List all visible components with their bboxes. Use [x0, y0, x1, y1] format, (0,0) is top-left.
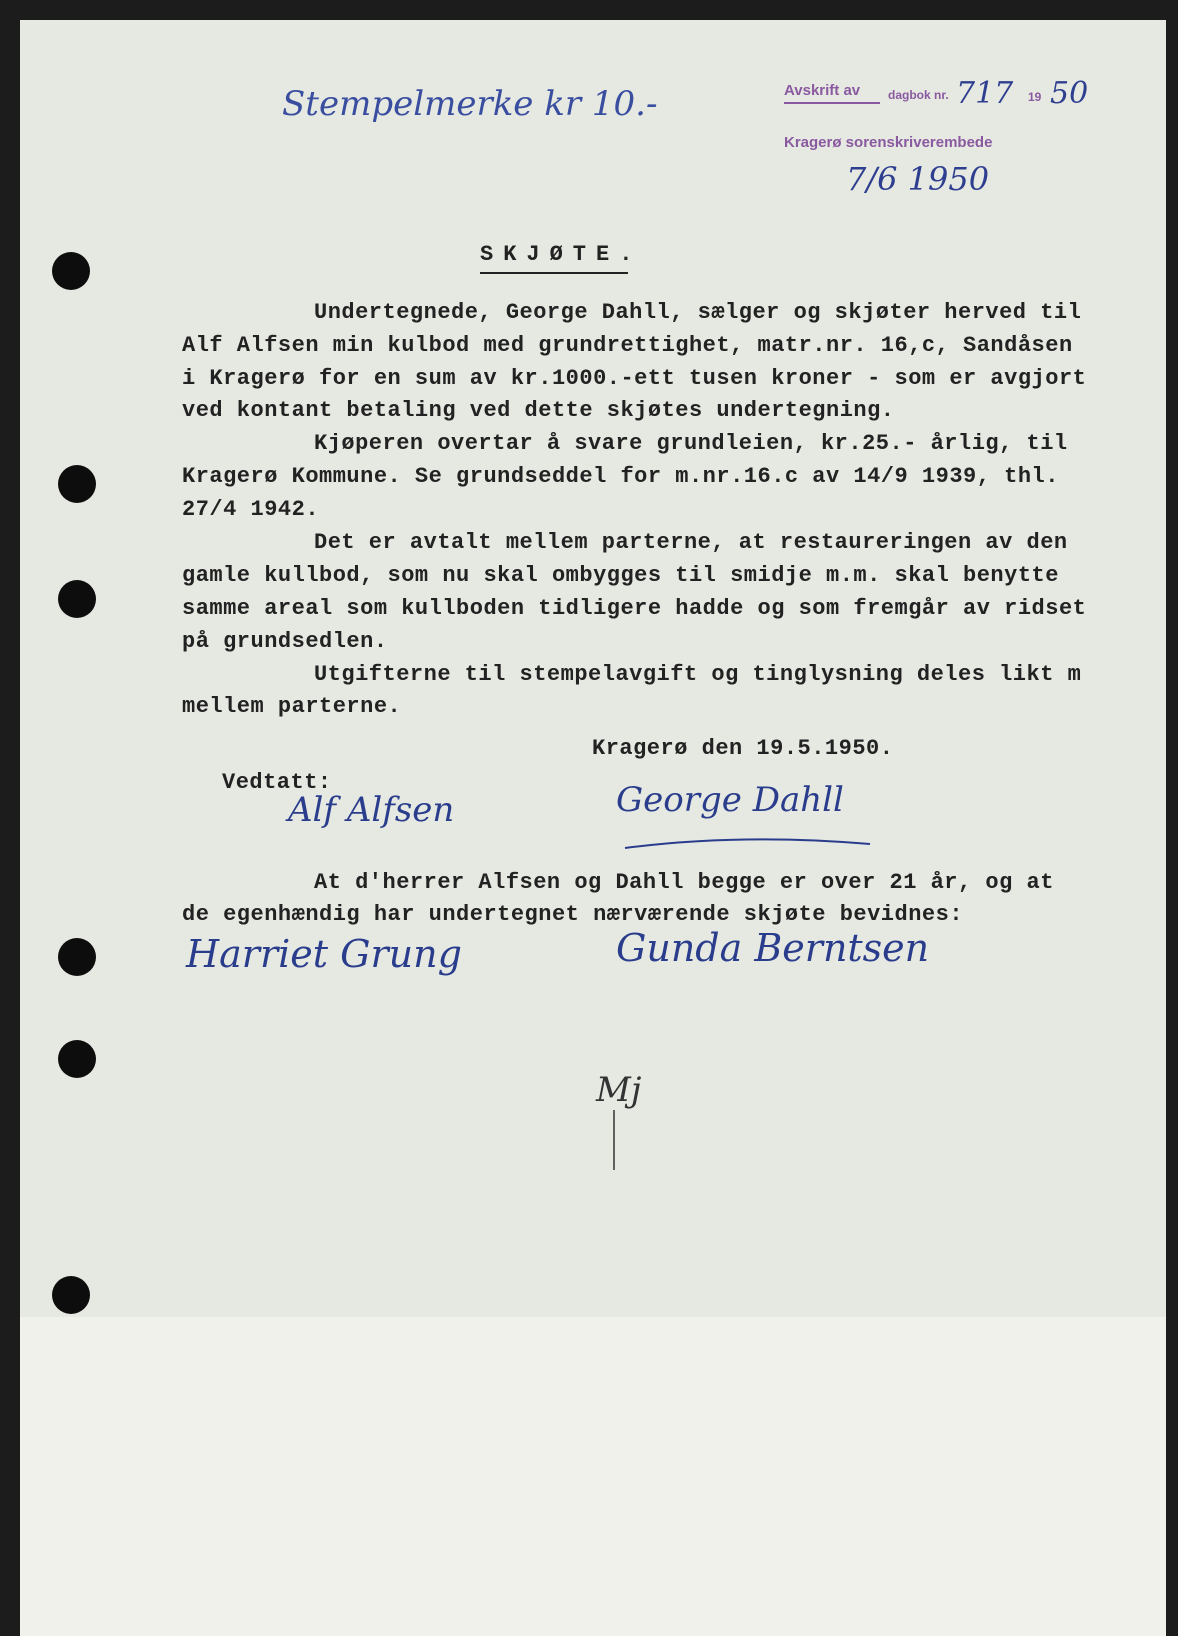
punch-hole: [58, 580, 96, 618]
punch-hole: [58, 938, 96, 976]
witness-1-signature: Harriet Grung: [186, 932, 462, 976]
buyer-signature: Alf Alfsen: [288, 790, 455, 830]
initials-mark: Mj: [596, 1070, 642, 1110]
stamp-prefix: Avskrift av: [784, 82, 861, 99]
body-line: Utgifterne til stempelavgift og tinglysning deles likt m: [314, 662, 1082, 687]
stamp-office: Kragerø sorenskriverembede: [784, 134, 993, 151]
title-underline: [480, 272, 628, 274]
witness-line: At d'herrer Alfsen og Dahll begge er over 21 år, og at: [314, 870, 1054, 895]
body-line: i Kragerø for en sum av kr.1000.-ett tusen kroner - som er avgjort: [182, 366, 1087, 391]
place-date: Kragerø den 19.5.1950.: [592, 736, 894, 761]
punch-hole: [52, 1276, 90, 1314]
page-lower-section: [20, 1317, 1166, 1636]
body-line: Alf Alfsen min kulbod med grundrettighet, matr.nr. 16,c, Sandåsen: [182, 333, 1073, 358]
stamp-number: 717: [956, 76, 1014, 111]
stamp-mid: dagbok nr.: [888, 88, 949, 102]
body-line: Kragerø Kommune. Se grundseddel for m.nr.16.c av 14/9 1939, thl.: [182, 464, 1059, 489]
punch-hole: [58, 1040, 96, 1078]
initials-stroke: [610, 1110, 620, 1180]
witness-line: de egenhændig har undertegnet nærværende skjøte bevidnes:: [182, 902, 964, 927]
accepted-label: Vedtatt:: [222, 770, 332, 795]
seller-signature-flourish: [620, 828, 920, 858]
stamp-year: 50: [1050, 76, 1089, 111]
body-line: Kjøperen overtar å svare grundleien, kr.25.- årlig, til: [314, 431, 1068, 456]
body-line: samme areal som kullboden tidligere hadde og som fremgår av ridset: [182, 596, 1087, 621]
document-title: SKJØTE.: [480, 242, 643, 267]
witness-2-signature: Gunda Berntsen: [616, 926, 930, 970]
handwritten-note: Stempelmerke kr 10.-: [282, 84, 658, 124]
punch-hole: [58, 465, 96, 503]
body-line: gamle kullbod, som nu skal ombygges til smidje m.m. skal benytte: [182, 563, 1059, 588]
body-line: Undertegnede, George Dahll, sælger og skjøter herved til: [314, 300, 1082, 325]
stamp-year-prefix: 19: [1028, 90, 1042, 104]
document-page: [20, 20, 1166, 1636]
body-line: 27/4 1942.: [182, 497, 320, 522]
punch-hole: [52, 252, 90, 290]
body-line: ved kontant betaling ved dette skjøtes undertegning.: [182, 398, 895, 423]
seller-signature: George Dahll: [616, 780, 844, 820]
body-line: mellem parterne.: [182, 694, 402, 719]
stamp-date: 7/6 1950: [846, 160, 990, 198]
body-line: på grundsedlen.: [182, 629, 388, 654]
body-line: Det er avtalt mellem parterne, at restaureringen av den: [314, 530, 1068, 555]
stamp-strike-line: [784, 102, 880, 104]
